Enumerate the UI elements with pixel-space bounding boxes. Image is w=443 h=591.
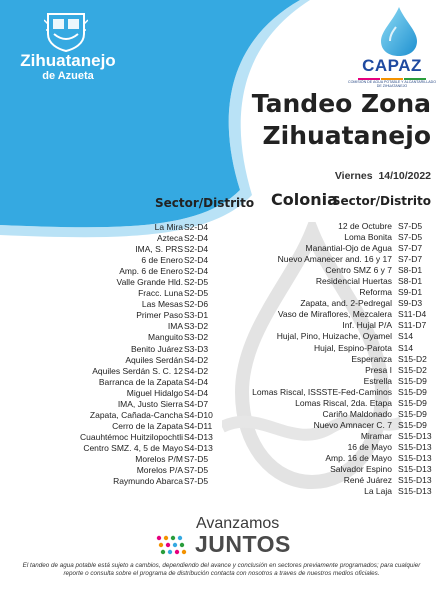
sector-code: S9-D3 <box>398 298 423 309</box>
sector-code: S4-D10 <box>184 409 213 420</box>
colonia-name: Cuauhtémoc Huitzilopochtli <box>80 431 183 442</box>
colonia-name: La Mira <box>154 222 183 232</box>
list-item <box>225 331 433 342</box>
colonia-name: Reforma <box>359 287 392 298</box>
list-item <box>225 254 433 265</box>
sector-code: S7-D5 <box>184 476 209 487</box>
sector-code: S15-D9 <box>398 408 427 419</box>
sector-code: S7-D5 <box>184 465 209 476</box>
colonia-name: Vaso de Miraflores, Mezcalera <box>277 309 392 320</box>
list-item <box>0 321 220 332</box>
list-item <box>0 432 220 443</box>
colonia-name: Nuevo Amnacer C. 7 <box>313 419 392 430</box>
colonia-name: Amp. 16 de Mayo <box>325 452 392 463</box>
colonia-name: Presa I <box>365 364 392 375</box>
list-item <box>225 298 433 309</box>
colonia-name: Lomas Riscal, 2da. Etapa <box>295 397 392 408</box>
left-colonia-list <box>0 222 220 487</box>
sector-code: S7-D7 <box>398 254 423 265</box>
colonia-name: La Laja <box>364 486 392 497</box>
sector-code: S11-D7 <box>398 320 427 331</box>
list-item <box>0 366 220 377</box>
sector-code: S15-D9 <box>398 397 427 408</box>
list-item <box>225 464 433 475</box>
sector-code: S2-D4 <box>184 244 209 255</box>
municipal-shield-icon <box>44 10 88 52</box>
sector-code: S15-D9 <box>398 419 427 430</box>
list-item <box>225 442 433 453</box>
list-item <box>0 388 220 399</box>
colonia-name: Loma Bonita <box>344 232 392 243</box>
colonia-name: Barranca de la Zapata <box>98 376 183 387</box>
colonia-name: Aquiles Serdán S. C. 12 <box>92 365 183 376</box>
colonia-name: Azteca <box>157 233 183 244</box>
list-item <box>0 244 220 255</box>
list-item <box>0 355 220 366</box>
colonia-name: Manguito <box>148 332 183 343</box>
list-item <box>225 232 433 243</box>
slogan-line2: JUNTOS <box>195 531 291 557</box>
list-item <box>225 221 433 232</box>
colonia-name: IMA <box>167 321 183 332</box>
colonia-name: Cerro de la Zapata <box>112 420 183 431</box>
sector-code: S2-D6 <box>184 299 209 310</box>
colonia-name: Miguel Hidalgo <box>126 387 183 398</box>
list-item <box>225 475 433 486</box>
colonia-name: IMA, Justo Sierra <box>117 398 183 409</box>
list-item <box>0 454 220 465</box>
sector-code: S15-D13 <box>398 464 432 475</box>
title-line1: Tandeo Zona <box>251 89 431 118</box>
list-item <box>225 365 433 376</box>
sector-code: S14 <box>398 342 414 353</box>
sector-code: S2-D4 <box>184 266 209 277</box>
list-item <box>0 344 220 355</box>
header-sector-left: Sector/Distrito <box>155 196 255 210</box>
header-sector-right: Sector/Distrito <box>331 194 431 208</box>
sector-code: S2-D4 <box>184 233 209 244</box>
list-item <box>0 443 220 454</box>
colonia-name: Zapata, Cañada-Cancha <box>89 409 183 420</box>
list-item <box>225 309 433 320</box>
municipality-name <box>8 52 128 83</box>
sector-code: S2-D5 <box>184 277 209 288</box>
list-item <box>0 410 220 421</box>
sector-code: S2-D5 <box>184 288 209 299</box>
sector-code: S15-D9 <box>398 386 427 397</box>
colonia-name: Benito Juárez <box>131 343 183 354</box>
sector-code: S7-D7 <box>398 243 423 254</box>
list-item <box>0 310 220 321</box>
sector-code: S7-D5 <box>398 221 423 231</box>
sector-code: S4-D2 <box>184 354 209 365</box>
capaz-subtitle: COMISIÓN DE AGUA POTABLE Y ALCANTARILLADO DE ZIHUATANEJO <box>348 80 437 88</box>
sector-code: S3-D1 <box>184 310 209 321</box>
list-item <box>0 222 220 233</box>
sector-code: S3-D2 <box>184 321 209 332</box>
colonia-name: 16 de Mayo <box>347 441 392 452</box>
municipality-line1: Zihuatanejo <box>20 51 116 70</box>
colonia-name: Inf. Hujal P/A <box>342 320 392 331</box>
colonia-name: Amp. 6 de Enero <box>119 266 183 277</box>
colonia-name: Cariño Maldonado <box>322 408 392 419</box>
page-title <box>252 88 431 152</box>
list-item <box>225 431 433 442</box>
colonia-name: Centro SMZ 6 y 7 <box>325 265 392 276</box>
sector-code: S15-D2 <box>398 353 427 364</box>
sector-code: S4-D4 <box>184 376 209 387</box>
colonia-name: Aquiles Serdán <box>125 354 183 365</box>
list-item <box>0 465 220 476</box>
list-item <box>225 265 433 276</box>
colonia-name: IMA, S. PRS <box>135 244 183 255</box>
colonia-name: 6 de Enero <box>141 255 183 266</box>
list-item <box>225 354 433 365</box>
list-item <box>0 377 220 388</box>
sector-code: S2-D4 <box>184 222 209 232</box>
sector-code: S4-D4 <box>184 387 209 398</box>
list-item <box>225 420 433 431</box>
sector-code: S15-D13 <box>398 486 432 497</box>
list-item <box>225 376 433 387</box>
colonia-name: Residencial Huertas <box>315 276 392 287</box>
list-item <box>225 320 433 331</box>
date-label: Viernes 14/10/2022 <box>334 170 431 182</box>
colonia-name: Salvador Espino <box>330 464 392 475</box>
colonia-name: Centro SMZ. 4, 5 de Mayo <box>83 442 183 453</box>
list-item <box>225 243 433 254</box>
sector-code: S15-D13 <box>398 441 432 452</box>
sector-code: S14 <box>398 331 414 342</box>
list-item <box>0 399 220 410</box>
sector-code: S8-D1 <box>398 265 423 276</box>
colonia-name: Manantial-Ojo de Agua <box>305 243 392 254</box>
colonia-name: Estrella <box>363 375 392 386</box>
sector-code: S4-D7 <box>184 398 209 409</box>
sector-code: S4-D11 <box>184 420 213 431</box>
list-item <box>0 476 220 487</box>
colonia-name: Morelos P/A <box>136 465 183 476</box>
sector-code: S7-D5 <box>184 453 209 464</box>
list-item <box>225 486 433 497</box>
colonia-name: Fracc. Luna <box>138 288 183 299</box>
sector-code: S7-D5 <box>398 232 423 243</box>
list-item <box>0 332 220 343</box>
list-item <box>225 398 433 409</box>
colonia-name: Nuevo Amanecer and. 16 y 17 <box>277 254 392 265</box>
list-item <box>225 409 433 420</box>
title-line2: Zihuatanejo <box>262 121 431 150</box>
colored-dots-icon <box>155 532 195 558</box>
sector-code: S4-D13 <box>184 431 213 442</box>
sector-code: S15-D13 <box>398 430 432 441</box>
colonia-name: Hujal, Espino-Parota <box>314 342 392 353</box>
list-item <box>225 343 433 354</box>
list-item <box>0 255 220 266</box>
colonia-name: Miramar <box>360 430 392 441</box>
sector-code: S15-D13 <box>398 475 432 486</box>
list-item <box>0 233 220 244</box>
sector-code: S3-D2 <box>184 332 209 343</box>
header-colonia: Colonia <box>271 190 338 209</box>
capaz-logo: CAPAZ <box>362 56 422 75</box>
list-item <box>0 421 220 432</box>
sector-code: S2-D4 <box>184 255 209 266</box>
list-item <box>0 277 220 288</box>
list-item <box>225 287 433 298</box>
water-drop-icon <box>375 5 423 57</box>
slogan-line1: Avanzamos <box>196 515 280 532</box>
list-item <box>0 266 220 277</box>
colonia-name: Lomas Riscal, ISSSTE-Fed-Caminos <box>252 386 392 397</box>
colonia-name: Esperanza <box>351 353 392 364</box>
list-item <box>225 387 433 398</box>
sector-code: S3-D3 <box>184 343 209 354</box>
list-item <box>225 276 433 287</box>
list-item <box>0 288 220 299</box>
colonia-name: Hujal, Pino, Huizache, Oyamel <box>276 331 392 342</box>
colonia-name: Valle Grande Hld. <box>116 277 183 288</box>
sector-code: S11-D4 <box>398 309 427 320</box>
sector-code: S15-D13 <box>398 452 432 463</box>
list-item <box>0 299 220 310</box>
colonia-name: Morelos P/M <box>135 453 183 464</box>
colonia-name: René Juárez <box>343 475 392 486</box>
sector-code: S8-D1 <box>398 276 423 287</box>
sector-code: S4-D2 <box>184 365 209 376</box>
sector-code: S4-D13 <box>184 442 213 453</box>
colonia-name: 12 de Octubre <box>338 221 392 231</box>
municipality-line2: de Azueta <box>42 70 94 82</box>
colonia-name: Primer Paso <box>136 310 183 321</box>
colonia-name: Las Mesas <box>141 299 183 310</box>
sector-code: S15-D9 <box>398 375 427 386</box>
sector-code: S9-D1 <box>398 287 423 298</box>
footer-disclaimer: El tandeo de agua potable está sujeto a cambios, dependiendo del avance y conclusión en sectores previamente programados; para cualquier reporte o consulta sobre el programa de distribución contacta con nosotros a traves de nuestros medios oficiales. <box>22 562 421 577</box>
sector-code: S15-D2 <box>398 364 427 375</box>
colonia-name: Zapata, and. 2-Pedregal <box>300 298 392 309</box>
list-item <box>225 453 433 464</box>
colonia-name: Raymundo Abarca <box>113 476 183 487</box>
right-colonia-list <box>225 221 433 497</box>
